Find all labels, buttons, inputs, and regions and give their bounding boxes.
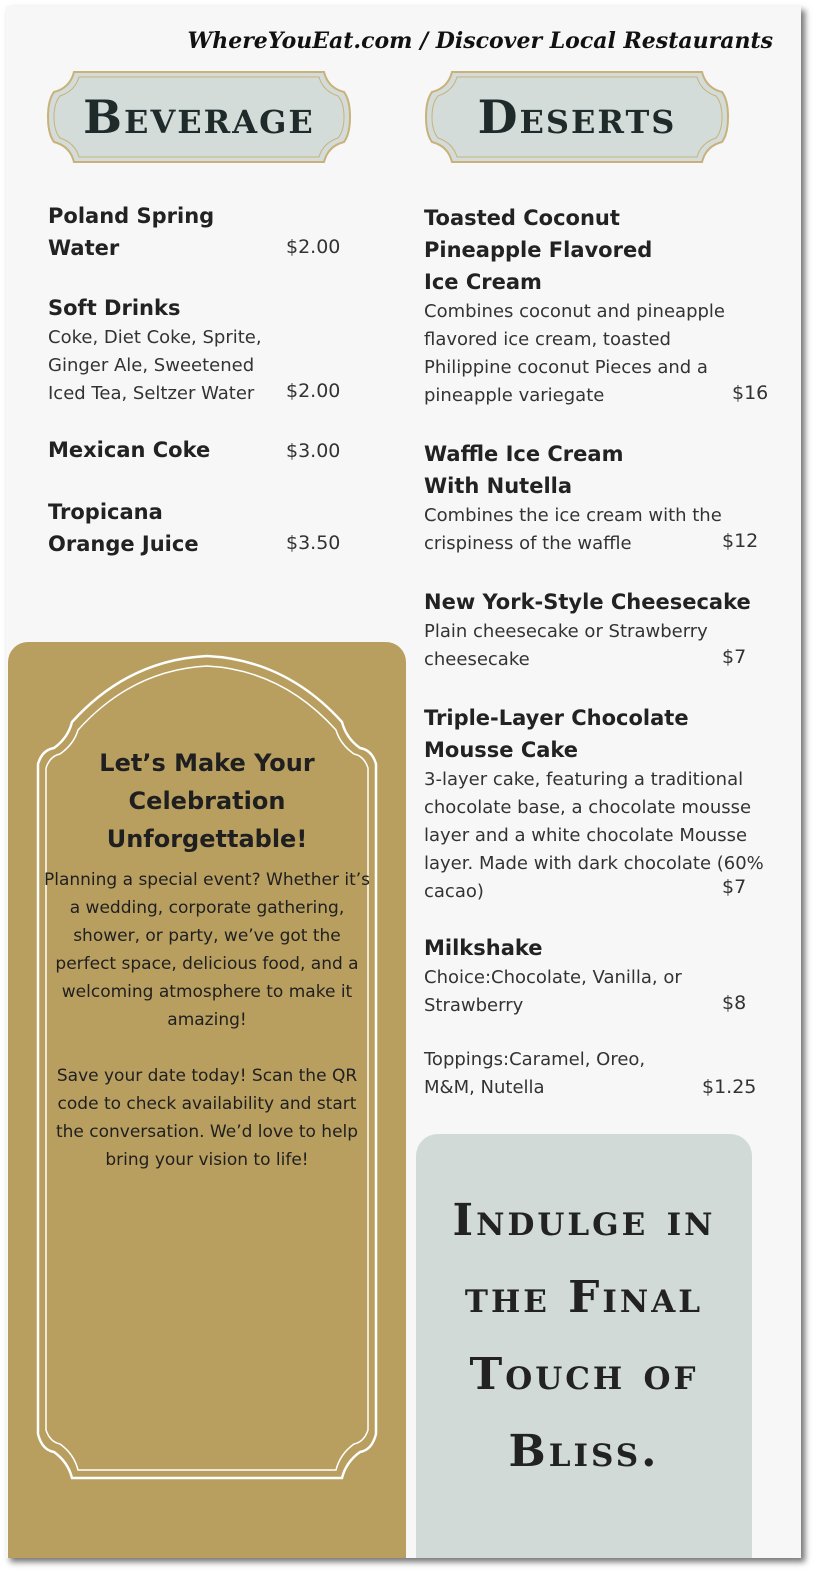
item-name: Triple-Layer Chocolate Mousse Cake <box>424 706 689 762</box>
promo-paragraph: Planning a special event? Whether it’s a wedding, corporate gathering, shower, or party, we’ve got the perfect space, delicious food, and a welcoming atmosphere to make it amazing! <box>43 870 370 1030</box>
deserts-plaque <box>424 70 730 164</box>
item-name: Mexican Coke <box>48 438 211 462</box>
item-name: Poland Spring Water <box>48 204 215 260</box>
item-price: $2.00 <box>286 236 341 258</box>
promo-title: Let’s Make Your Celebration Unforgettable! <box>99 749 315 853</box>
item-price: $7 <box>722 646 747 668</box>
item-price: $2.00 <box>286 380 341 402</box>
site-header[interactable]: WhereYouEat.com / Discover Local Restaurants <box>187 28 773 54</box>
item-description: Plain cheesecake or Strawberry cheesecake <box>424 621 708 670</box>
item-price: $1.25 <box>702 1076 757 1098</box>
celebration-promo <box>8 642 406 1558</box>
menu-item <box>424 202 734 410</box>
item-name: Toasted Coconut Pineapple Flavored Ice Cream <box>424 206 653 294</box>
item-description: Combines the ice cream with the crispiness of the waffle <box>424 505 722 554</box>
item-description: Combines coconut and pineapple flavored ice cream, toasted Philippine coconut Pieces and a pineapple variegate <box>424 301 725 406</box>
menu-item <box>48 200 248 264</box>
item-name: Milkshake <box>424 936 543 960</box>
item-name: Soft Drinks <box>48 296 181 320</box>
menu-item <box>48 496 248 560</box>
promo-paragraph: Save your date today! Scan the QR code to check availability and start the conversation. We’d love to help bring your vision to life! <box>55 1066 359 1170</box>
item-price: $3.00 <box>286 440 341 462</box>
menu-item <box>424 438 734 558</box>
bliss-panel <box>416 1134 752 1558</box>
menu-item <box>424 702 764 906</box>
item-name: New York-Style Cheesecake <box>424 590 751 614</box>
menu-item <box>424 1046 684 1102</box>
item-price: $7 <box>722 876 747 898</box>
item-name: Tropicana Orange Juice <box>48 500 199 556</box>
item-description: Toppings:Caramel, Oreo, M&M, Nutella <box>424 1049 646 1098</box>
menu-item <box>48 292 280 408</box>
item-price: $3.50 <box>286 532 341 554</box>
promo-body <box>42 866 372 1202</box>
menu-page <box>6 6 801 1558</box>
menu-item <box>48 434 280 466</box>
beverage-title: Beverage <box>83 90 315 144</box>
menu-item <box>424 586 764 674</box>
deserts-title: Deserts <box>477 90 677 144</box>
item-description: Choice:Chocolate, Vanilla, or Strawberry <box>424 967 682 1016</box>
item-name: Waffle Ice Cream With Nutella <box>424 442 624 498</box>
item-price: $16 <box>732 382 769 404</box>
menu-item <box>424 932 734 1020</box>
beverage-plaque <box>46 70 352 164</box>
item-price: $8 <box>722 992 747 1014</box>
item-description: Coke, Diet Coke, Sprite, Ginger Ale, Sweetened Iced Tea, Seltzer Water <box>48 327 262 404</box>
bliss-tagline: Indulge in the Final Touch of Bliss. <box>452 1195 716 1477</box>
item-description: 3-layer cake, featuring a traditional chocolate base, a chocolate mousse layer and a white chocolate Mousse layer. Made with dark chocolate (60% cacao) <box>424 769 764 902</box>
item-price: $12 <box>722 530 759 552</box>
